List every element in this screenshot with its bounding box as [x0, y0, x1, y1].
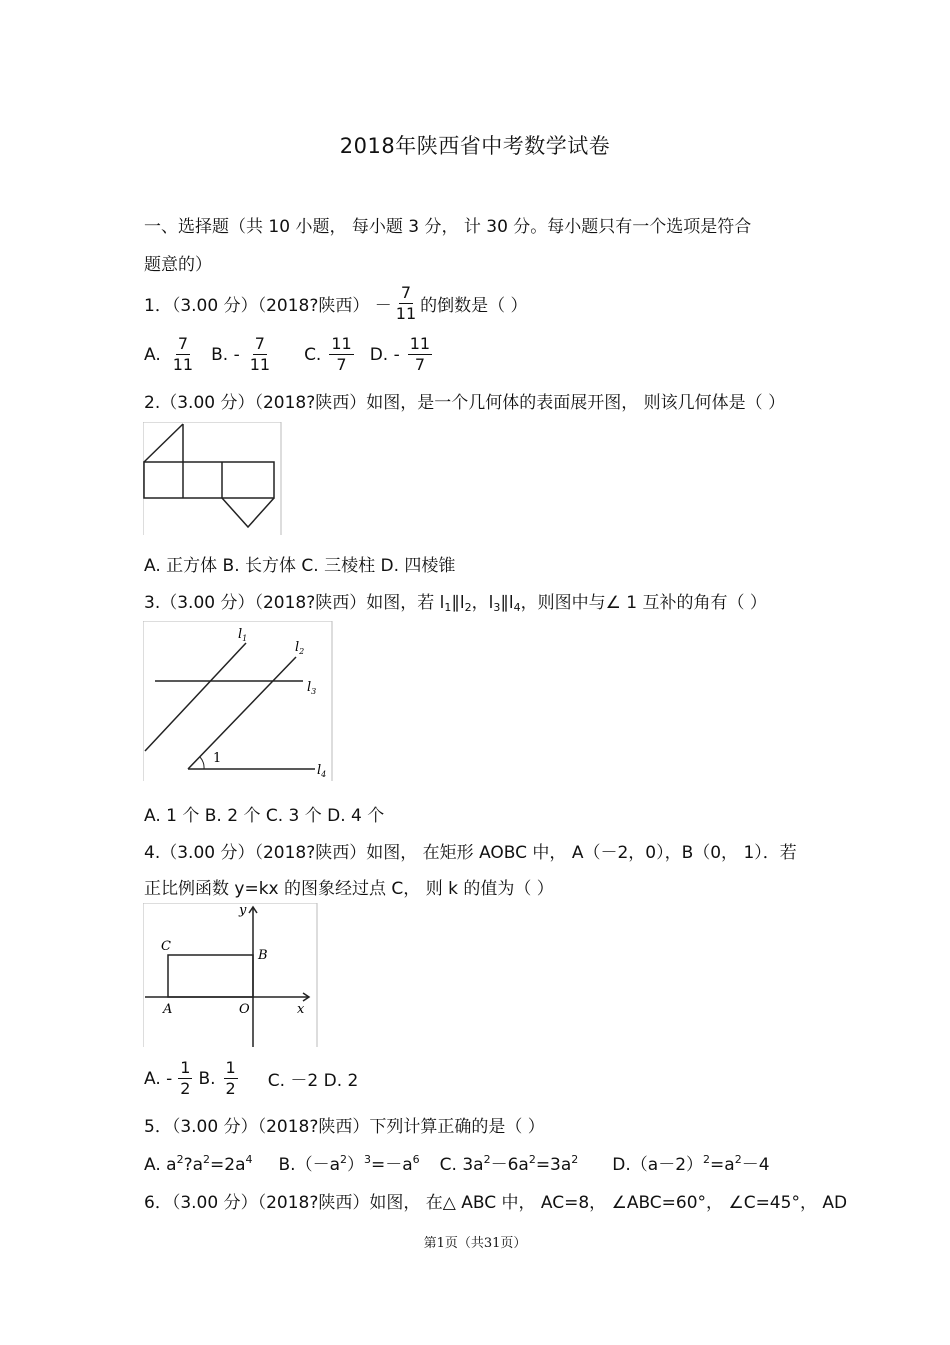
q3-sub-1: 1 — [444, 601, 452, 614]
q1-option-a-label: A. — [144, 344, 161, 365]
q4-label-B: B — [258, 948, 268, 963]
q1-a-den: 11 — [172, 355, 194, 374]
q3-parallel-lines-figure — [143, 621, 335, 783]
q3-text-b: ，则图中与∠ 1 互补的角有（ ） — [520, 593, 767, 613]
question-3 — [144, 588, 767, 613]
question-4-line2: 正比例函数 y=kx 的图象经过点 C， 则 k 的值为（ ） — [144, 879, 554, 899]
q3-label-angle-1: 1 — [213, 751, 222, 766]
question-6: 6．（3.00 分）（2018?陕西）如图， 在△ ABC 中， AC=8， ∠ABC=60°， ∠C=45°， AD — [144, 1193, 848, 1213]
q4-rectangle — [168, 955, 253, 997]
q4-label-C: C — [161, 939, 171, 954]
section-heading-line2: 题意的） — [144, 255, 212, 275]
q3-sub-4: 4 — [513, 601, 521, 614]
q3-options: A. 1 个 B. 2 个 C. 3 个 D. 4 个 — [144, 806, 385, 826]
q3-sub-3: 3 — [493, 601, 501, 614]
q4-a-num: 1 — [180, 1058, 191, 1077]
q1-frac-den: 11 — [395, 304, 417, 323]
q4-rectangle-figure — [143, 903, 319, 1049]
q4-b-den: 2 — [225, 1079, 236, 1098]
q1-option-c-frac — [329, 334, 353, 375]
q4-option-a-label: A. - — [144, 1068, 173, 1089]
page-title: 2018年陕西省中考数学试卷 — [339, 134, 611, 158]
q1-options — [144, 334, 434, 375]
q3-t2: ，l — [471, 593, 494, 613]
q4-option-a-frac — [178, 1058, 192, 1099]
q5-options — [144, 1150, 770, 1175]
q3-line-l1 — [145, 643, 246, 751]
q4-b-num: 1 — [225, 1058, 236, 1077]
q4-label-A: A — [163, 1002, 173, 1017]
q3-label-l2: $l_2$ — [295, 640, 305, 656]
q4-option-rest: C. －2 D. 2 — [267, 1071, 359, 1091]
q1-option-b-frac — [248, 334, 272, 375]
q1-option-b-label: B. - — [211, 344, 240, 365]
q4-options — [144, 1058, 358, 1099]
q1-option-c-label: C. — [304, 344, 322, 365]
page-footer: 第1页（共31页） — [423, 1236, 527, 1251]
q3-label-l1: $l_1$ — [238, 627, 248, 643]
q3-t3: ∥l — [500, 593, 514, 613]
q5-option-b: $B.(-a^2)^3=-a^6$ — [278, 1153, 420, 1175]
q1-option-d-frac — [408, 334, 432, 375]
question-5: 5．（3.00 分）（2018?陕西）下列计算正确的是（ ） — [144, 1117, 545, 1137]
q4-label-O: O — [239, 1002, 250, 1017]
q3-text-a: 3.（3.00 分）（2018?陕西）如图，若 l — [144, 593, 445, 613]
q4-label-y: y — [239, 903, 247, 918]
section-heading-line1: 一、选择题（共 10 小题， 每小题 3 分， 计 30 分。每小题只有一个选项是符合 — [144, 217, 752, 237]
q2-options: A. 正方体 B. 长方体 C. 三棱柱 D. 四棱锥 — [144, 556, 456, 576]
q1-b-num: 7 — [254, 334, 265, 353]
q5-option-d: $D.(a-2)^2=a^2-4$ — [612, 1153, 770, 1175]
q5-option-c: C. $3a^2-6a^2=3a^2$ — [439, 1153, 579, 1175]
q1-c-num: 11 — [331, 334, 352, 353]
q3-sub-2: 2 — [464, 601, 472, 614]
question-4-line1: 4.（3.00 分）（2018?陕西）如图， 在矩形 AOBC 中， A（－2，0），B（0， 1）．若 — [144, 843, 797, 863]
question-1 — [144, 283, 528, 324]
q1-suffix: 的倒数是（ ） — [420, 296, 528, 316]
q1-c-den: 7 — [336, 355, 347, 374]
q2-net-figure — [143, 422, 283, 537]
q1-b-den: 11 — [249, 355, 271, 374]
q3-line-l2 — [188, 657, 296, 769]
q3-label-l4: $l_4$ — [317, 763, 327, 779]
question-2: 2.（3.00 分）（2018?陕西）如图，是一个几何体的表面展开图， 则该几何体是（ ） — [144, 393, 786, 413]
q1-d-den: 7 — [414, 355, 426, 374]
q1-option-d-label: D. - — [369, 344, 400, 365]
q4-label-x: x — [297, 1002, 305, 1017]
q1-option-a-frac — [171, 334, 195, 375]
q1-prefix: 1．（3.00 分）（2018?陕西） － — [144, 296, 392, 316]
q1-fraction — [394, 283, 418, 324]
q1-a-num: 7 — [177, 334, 188, 353]
q3-label-l3: $l_3$ — [307, 680, 317, 696]
q4-option-b-label: B. — [198, 1068, 216, 1089]
q4-option-b-frac — [224, 1058, 238, 1099]
q3-angle-arc — [200, 757, 204, 769]
q1-frac-num: 7 — [400, 283, 412, 302]
q5-option-a: A. $a^2?a^2=2a^4$ — [144, 1153, 253, 1175]
q3-t1: ∥l — [451, 593, 465, 613]
q1-d-num: 11 — [409, 334, 431, 353]
q4-a-den: 2 — [180, 1079, 191, 1098]
